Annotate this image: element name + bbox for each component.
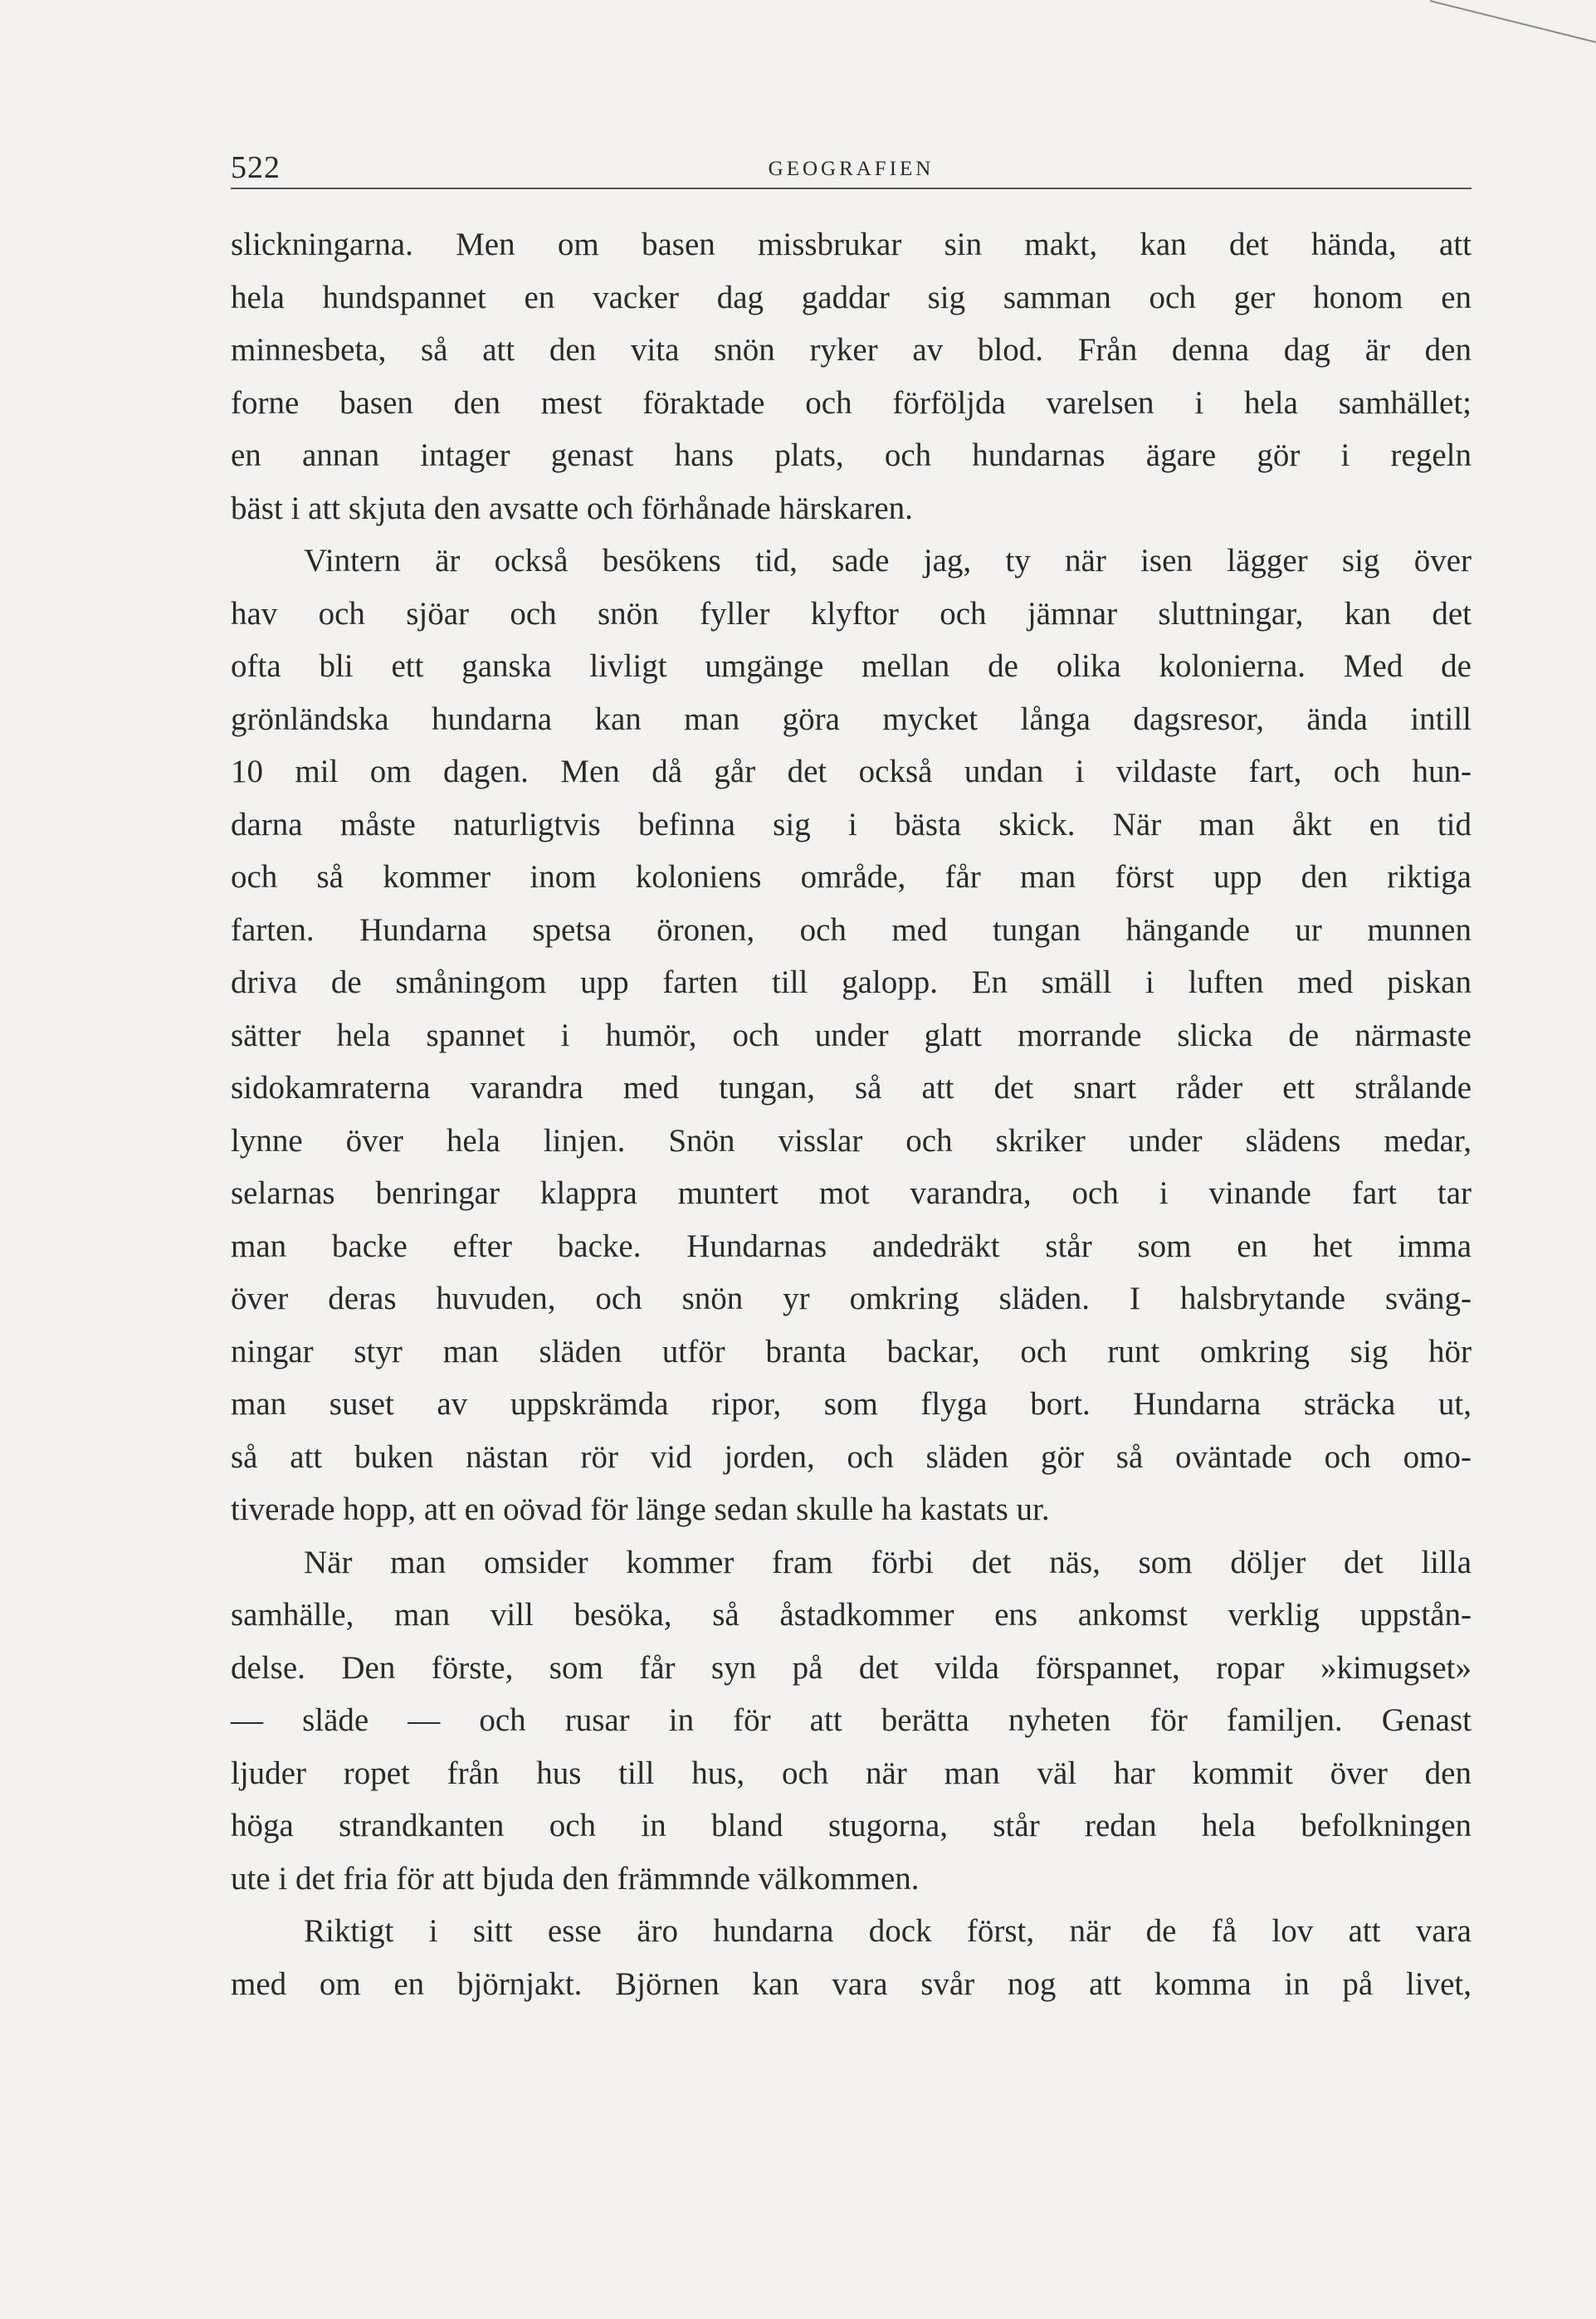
text-line: bäst i att skjuta den avsatte och förhånade härskaren. [231,490,913,526]
text-line: selarnas benringar klappra muntert mot varandra, och i vinande fart tar [231,1175,1472,1211]
text-line: ute i det fria för att bjuda den främmnde välkommen. [231,1860,920,1897]
text-line: och så kommer inom koloniens område, får man först upp den riktiga [231,859,1472,895]
text-line: med om en björnjakt. Björnen kan vara svår nog att komma in på livet, [231,1965,1472,2002]
text-line: en annan intager genast hans plats, och hundarnas ägare gör i regeln [231,437,1472,473]
text-line: sätter hela spannet i humör, och under glatt morrande slicka de närmaste [231,1017,1472,1053]
text-line: darna måste naturligtvis befinna sig i bästa skick. När man åkt en tid [231,806,1472,842]
text-line: man backe efter backe. Hundarnas andedräkt står som en het imma [231,1228,1472,1264]
text-line: samhälle, man vill besöka, så åstadkommer ens ankomst verklig uppstån- [231,1597,1472,1633]
header-rule [231,188,1472,189]
text-line: ningar styr man släden utför branta backar, och runt omkring sig hör [231,1333,1472,1369]
text-line: farten. Hundarna spetsa öronen, och med tungan hängande ur munnen [231,911,1472,948]
text-line: hav och sjöar och snön fyller klyftor och jämnar sluttningar, kan det [231,595,1472,632]
page-corner-edge [1430,0,1596,50]
text-line: minnesbeta, så att den vita snön ryker av blod. Från denna dag är den [231,332,1472,368]
text-line: Vintern är också besökens tid, sade jag, ty när isen lägger sig över [304,543,1472,579]
running-head [231,141,1472,191]
text-line: över deras huvuden, och snön yr omkring släden. I halsbrytande sväng- [231,1281,1472,1316]
text-line: När man omsider kommer fram förbi det näs, som döljer det lilla [304,1544,1472,1580]
text-line: ofta bli ett ganska livligt umgänge mellan de olika kolonierna. Med de [231,648,1472,684]
text-line: delse. Den förste, som får syn på det vilda förspannet, ropar »kimugset» [231,1649,1472,1686]
text-line: forne basen den mest föraktade och förföljda varelsen i hela samhället; [231,384,1472,421]
text-line: lynne över hela linjen. Snön visslar och skriker under slädens medar, [231,1122,1472,1159]
text-line: — släde — och rusar in för att berätta nyheten för familjen. Genast [231,1702,1472,1738]
page-number: 522 [231,150,281,185]
text-line: sidokamraterna varandra med tungan, så att det snart råder ett strålande [231,1070,1472,1106]
text-line: höga strandkanten och in bland stugorna, står redan hela befolkningen [231,1808,1472,1843]
text-line: tiverade hopp, att en oövad för länge sedan skulle ha kastats ur. [231,1491,1050,1527]
body-text [231,218,1472,2010]
header-title: GEOGRAFIEN [768,158,935,180]
text-line: hela hundspannet en vacker dag gaddar sig samman och ger honom en [231,279,1472,315]
text-line: grönländska hundarna kan man göra mycket långa dagsresor, ända intill [231,701,1472,737]
text-line: ljuder ropet från hus till hus, och när man väl har kommit över den [231,1755,1472,1791]
text-line: 10 mil om dagen. Men då går det också undan i vildaste fart, och hun- [231,754,1472,789]
text-line: man suset av uppskrämda ripor, som flyga bort. Hundarna sträcka ut, [231,1386,1472,1422]
text-line: driva de småningom upp farten till galopp. En smäll i luften med piskan [231,964,1472,1000]
text-line: så att buken nästan rör vid jorden, och släden gör så oväntade och omo- [231,1438,1472,1475]
text-line: slickningarna. Men om basen missbrukar sin makt, kan det hända, att [231,227,1472,262]
text-line: Riktigt i sitt esse äro hundarna dock först, när de få lov att vara [304,1913,1472,1949]
